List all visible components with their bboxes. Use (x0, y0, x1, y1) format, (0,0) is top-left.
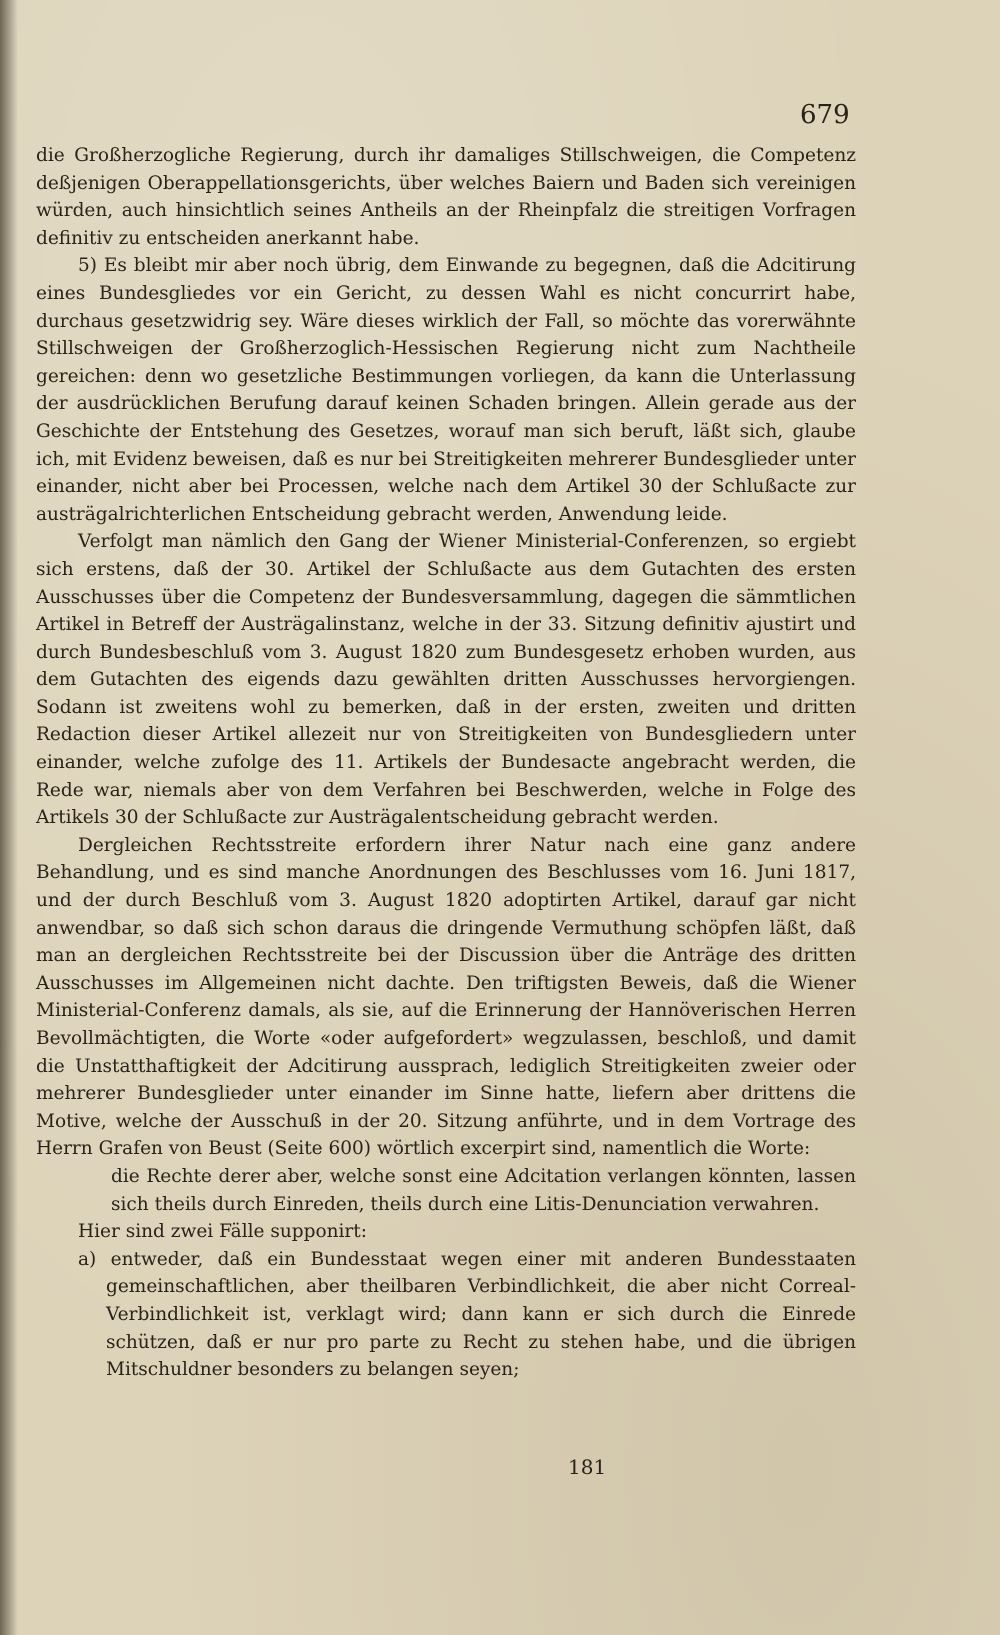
paragraph: Verfolgt man nämlich den Gang der Wiener Ministerial-Conferenzen, so ergiebt sich erstens, daß der 30. Artikel der Schlußacte aus dem Gutachten des ersten Ausschusses über die Competenz der Bundesversammlung, dagegen die sämmtlichen Artikel in Betreff der Austrägalinstanz, welche in der 33. Sitzung definitiv ajustirt und durch Bundesbeschluß vom 3. August 1820 zum Bundesgesetz erhoben wurden, aus dem Gutachten des eigends dazu gewählten dritten Ausschusses hervorgiengen. Sodann ist zweitens wohl zu bemerken, daß in der ersten, zweiten und dritten Redaction dieser Artikel allezeit nur von Streitigkeiten von Bundesgliedern unter einander, welche zufolge des 11. Artikels der Bundesacte angebracht werden, die Rede war, niemals aber von dem Verfahren bei Beschwerden, welche in Folge des Artikels 30 der Schlußacte zur Austrägalentscheidung gebracht werden. (36, 531, 856, 829)
page-edge-shadow (0, 0, 18, 1635)
page-number: 679 (800, 100, 850, 130)
body-text (36, 142, 856, 1384)
signature-mark: 181 (568, 1455, 607, 1479)
paragraph: die Großherzogliche Regierung, durch ihr damaliges Stillschweigen, die Competenz deßjenigen Oberappellationsgerichts, über welches Baiern und Baden sich vereinigen würden, auch hinsichtlich seines Antheils an der Rheinpfalz die streitigen Vorfragen definitiv zu entscheiden anerkannt habe. (36, 145, 856, 249)
list-item: a) entweder, daß ein Bundesstaat wegen einer mit anderen Bundesstaaten gemeinschaftlichen, aber theilbaren Verbindlichkeit, die aber nicht Correal-Verbindlichkeit ist, verklagt wird; dann kann er sich durch die Einrede schützen, daß er nur pro parte zu Recht zu stehen habe, und die übrigen Mitschuldner besonders zu belangen seyen; (78, 1248, 856, 1381)
quoted-passage: die Rechte derer aber, welche sonst eine Adcitation verlangen könnten, lassen sich theils durch Einreden, theils durch eine Litis-Denunciation verwahren. (111, 1165, 856, 1215)
paragraph: Hier sind zwei Fälle supponirt: (78, 1221, 367, 1243)
paragraph: Dergleichen Rechtsstreite erfordern ihrer Natur nach eine ganz andere Behandlung, und es sind manche Anordnungen des Beschlusses vom 16. Juni 1817, und der durch Beschluß vom 3. August 1820 adoptirten Artikel, darauf gar nicht anwendbar, so daß sich schon daraus die dringende Vermuthung schöpfen läßt, daß man an dergleichen Rechtsstreite bei der Discussion über die Anträge des dritten Ausschusses im Allgemeinen nicht dachte. Den triftigsten Beweis, daß die Wiener Ministerial-Conferenz damals, als sie, auf die Erinnerung der Hannöverischen Herren Bevollmächtigten, die Worte «oder aufgefordert» wegzulassen, beschloß, und damit die Unstatthaftigkeit der Adcitirung aussprach, lediglich Streitigkeiten zweier oder mehrerer Bundesglieder unter einander im Sinne hatte, liefern aber drittens die Motive, welche der Ausschuß in der 20. Sitzung anführte, und in dem Vortrage des Herrn Grafen von Beust (Seite 600) wörtlich excerpirt sind, namentlich die Worte: (36, 834, 856, 1160)
paragraph: 5) Es bleibt mir aber noch übrig, dem Einwande zu begegnen, daß die Adcitirung eines Bundesgliedes vor ein Gericht, zu dessen Wahl es nicht concurrirt habe, durchaus gesetzwidrig sey. Wäre dieses wirklich der Fall, so möchte das vorerwähnte Stillschweigen der Großherzoglich-Hessischen Regierung nicht zum Nachtheile gereichen: denn wo gesetzliche Bestimmungen vorliegen, da kann die Unterlassung der ausdrücklichen Berufung darauf keinen Schaden bringen. Allein gerade aus der Geschichte der Entstehung des Gesetzes, worauf man sich beruft, läßt sich, glaube ich, mit Evidenz beweisen, daß es nur bei Streitigkeiten mehrerer Bundesglieder unter einander, nicht aber bei Processen, welche nach dem Artikel 30 der Schlußacte zur austrägalrichterlichen Entscheidung gebracht werden, Anwendung leide. (36, 255, 856, 525)
